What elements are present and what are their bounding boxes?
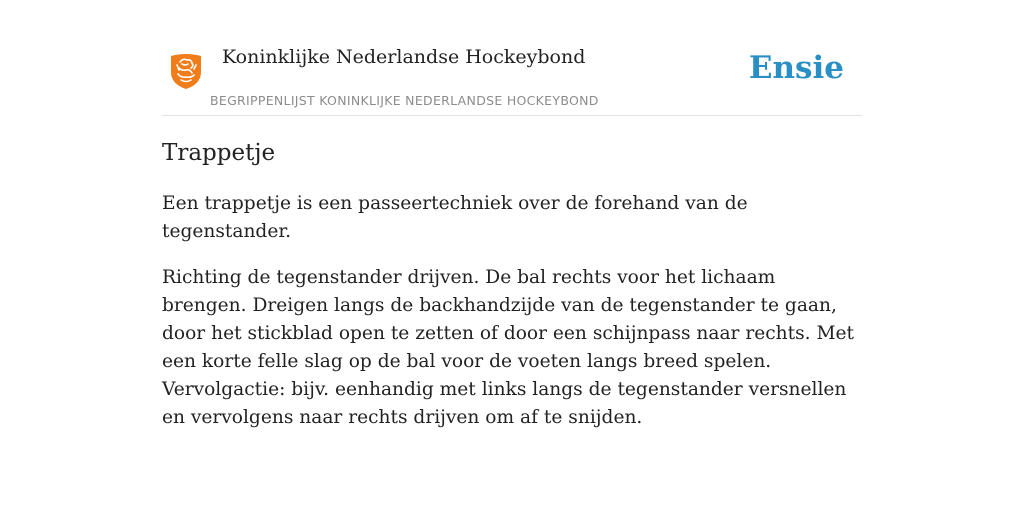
glossary-subtitle[interactable]: BEGRIPPENLIJST KONINKLIJKE NEDERLANDSE HOCKEYBOND	[210, 93, 599, 108]
organization-title[interactable]: Koninklijke Nederlandse Hockeybond	[222, 46, 586, 68]
definition-paragraph: Een trappetje is een passeertechniek over de forehand van de tegenstander.	[162, 193, 748, 242]
knhb-lion-shield-icon[interactable]	[168, 52, 204, 90]
ensie-logo[interactable]: Ensie	[748, 50, 844, 86]
page-content	[162, 40, 862, 432]
description-paragraph: Richting de tegenstander drijven. De bal rechts voor het lichaam brengen. Dreigen langs de backhandzijde van de tegenstander te gaan, door het stickblad open te zetten of door een schijnpass naar rechts. Met een korte felle slag op de bal voor de voeten langs breed spelen. Vervolgactie: bijv. eenhandig met links langs de tegenstander versnellen en vervolgens naar rechts drijven om af te snijden.	[162, 267, 854, 428]
header	[162, 40, 862, 116]
term-title: Trappetje	[162, 140, 276, 166]
